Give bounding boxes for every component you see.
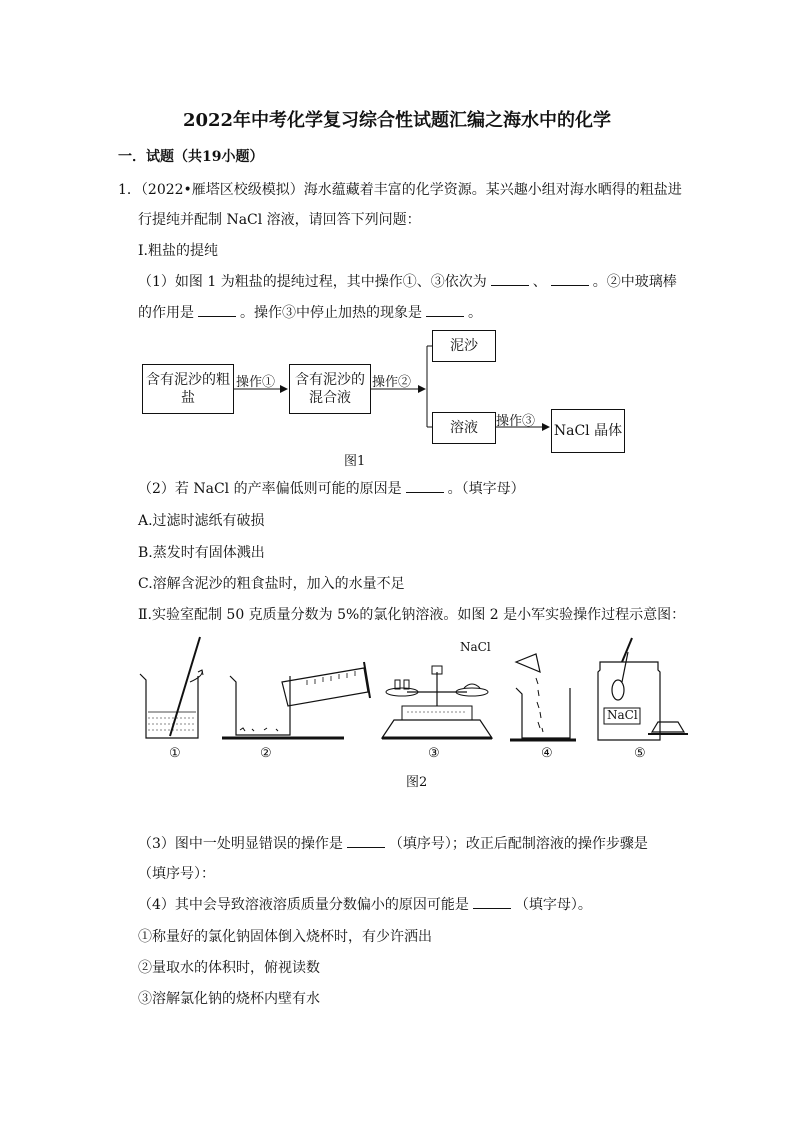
subquestion-1-text-a: （1）如图 1 为粗盐的提纯过程，其中操作①、③依次为 — [138, 274, 487, 290]
option-c: C.溶解含泥沙的粗食盐时，加入的水量不足 — [138, 576, 405, 592]
subquestion-3-text-b: （填序号）；改正后配制溶液的操作步骤是 — [388, 836, 648, 852]
box-sand: 泥沙 — [432, 330, 496, 362]
box-solution: 溶液 — [432, 412, 496, 444]
beaker-stirring-illustration — [140, 637, 203, 738]
subquestion-3-line-1 — [138, 833, 648, 853]
subquestion-4-text-a: （4）其中会导致溶液溶质质量分数偏小的原因可能是 — [138, 897, 469, 913]
box-mixture: 含有泥沙的混合液 — [289, 364, 371, 414]
reagent-jar-illustration — [598, 638, 688, 740]
subquestion-1-text-b: 。②中玻璃棒 — [592, 274, 677, 290]
subquestion-3-text-a: （3）图中一处明显错误的操作是 — [138, 836, 343, 852]
answer-blank[interactable] — [426, 304, 464, 317]
label-operation-2: 操作② — [372, 375, 412, 390]
nacl-label-balance: NaCl — [460, 640, 491, 654]
balance-illustration — [382, 666, 492, 738]
item-1: ①称量好的氯化钠固体倒入烧杯时，有少许洒出 — [138, 929, 432, 945]
label-operation-1: 操作① — [236, 375, 276, 390]
subquestion-2-tail: 。（填字母） — [447, 481, 525, 497]
part-2-title: Ⅱ.实验室配制 50 克质量分数为 5%的氯化钠溶液。如图 2 是小军实验操作过程示意图： — [138, 607, 686, 623]
question-1-line-2: 行提纯并配制 NaCl 溶液，请回答下列问题： — [138, 212, 421, 228]
pouring-cylinder-illustration — [222, 662, 370, 738]
part-1-title: Ⅰ.粗盐的提纯 — [138, 243, 218, 259]
figure-2-label-4: ④ — [541, 746, 553, 761]
figure-2-label-1: ① — [169, 746, 181, 761]
figure-2-label-5: ⑤ — [634, 746, 646, 761]
answer-blank[interactable] — [551, 273, 589, 286]
label-operation-3: 操作③ — [496, 414, 536, 429]
figure-2-illustrations — [132, 632, 692, 782]
subquestion-2 — [138, 478, 525, 498]
subquestion-1-line-1 — [138, 271, 677, 291]
subquestion-4 — [138, 894, 592, 914]
page-title: 2022年中考化学复习综合性试题汇编之海水中的化学 — [182, 110, 612, 131]
answer-blank[interactable] — [473, 896, 511, 909]
subquestion-1-text-e: 。 — [468, 305, 482, 321]
funnel-beaker-illustration — [510, 654, 576, 740]
answer-blank[interactable] — [198, 304, 236, 317]
box-nacl-crystal: NaCl 晶体 — [551, 409, 625, 453]
subquestion-3-line-2: （填序号）： — [138, 866, 215, 882]
question-1-line-1: 1．（2022•雁塔区校级模拟）海水蕴藏着丰富的化学资源。某兴趣小组对海水晒得的粗盐进 — [118, 182, 682, 198]
subquestion-1-text-c: 的作用是 — [138, 305, 194, 321]
subquestion-4-text-b: （填字母）。 — [514, 897, 592, 913]
nacl-label-jar: NaCl — [607, 708, 638, 722]
answer-blank[interactable] — [491, 273, 529, 286]
answer-blank[interactable] — [406, 480, 444, 493]
option-a: A.过滤时滤纸有破损 — [138, 513, 265, 529]
box-crude-salt: 含有泥沙的粗盐 — [142, 364, 234, 414]
subquestion-2-text: （2）若 NaCl 的产率偏低则可能的原因是 — [138, 481, 402, 497]
answer-blank[interactable] — [347, 835, 385, 848]
item-2: ②量取水的体积时，俯视读数 — [138, 960, 320, 976]
subquestion-1-sep: 、 — [532, 274, 547, 290]
subquestion-1-line-2 — [138, 302, 482, 322]
item-3: ③溶解氯化钠的烧杯内壁有水 — [138, 991, 320, 1007]
subquestion-1-text-d: 。操作③中停止加热的现象是 — [240, 305, 422, 321]
figure-2-label-3: ③ — [428, 746, 440, 761]
figure-2-caption: 图2 — [406, 775, 428, 790]
figure-1-caption: 图1 — [344, 454, 366, 469]
section-heading: 一．试题（共19小题） — [118, 149, 264, 165]
figure-2-label-2: ② — [260, 746, 272, 761]
option-b: B.蒸发时有固体溅出 — [138, 545, 265, 561]
